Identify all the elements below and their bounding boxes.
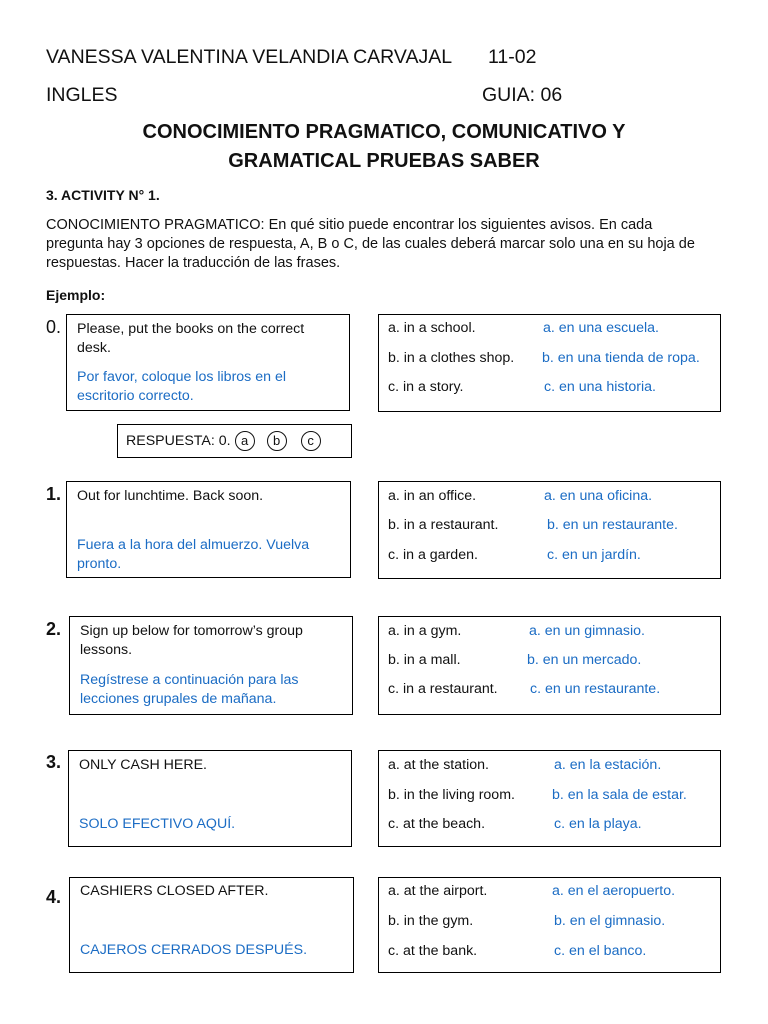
option-b-translation: b. en el gimnasio. bbox=[554, 913, 666, 929]
option-b: b. in the living room. bbox=[388, 787, 515, 803]
sign-box bbox=[66, 481, 351, 578]
option-c-translation: c. en el banco. bbox=[554, 943, 647, 959]
option-b-translation: b. en un mercado. bbox=[527, 652, 642, 668]
sign-text-en: lessons. bbox=[80, 642, 133, 658]
option-b: b. in the gym. bbox=[388, 913, 474, 929]
instructions-line2: pregunta hay 3 opciones de respuesta, A, B o C, de las cuales deberá marcar solo una en su hoja de bbox=[46, 236, 695, 252]
instructions-line1: CONOCIMIENTO PRAGMATICO: En qué sitio puede encontrar los siguientes avisos. En cada bbox=[46, 217, 653, 233]
option-a: a. in a school. bbox=[388, 320, 476, 336]
option-a-translation: a. en una escuela. bbox=[543, 320, 659, 336]
option-b: b. in a mall. bbox=[388, 652, 461, 668]
options-box bbox=[378, 877, 721, 973]
option-c-translation: c. en una historia. bbox=[544, 379, 656, 395]
option-c: c. at the beach. bbox=[388, 816, 486, 832]
question-number: 1. bbox=[46, 484, 62, 504]
options-box bbox=[378, 481, 721, 579]
sign-text-es: escritorio correcto. bbox=[77, 388, 194, 404]
option-a: a. at the airport. bbox=[388, 883, 488, 899]
option-b: b. in a restaurant. bbox=[388, 517, 499, 533]
answer-row bbox=[126, 431, 321, 451]
option-c: c. in a restaurant. bbox=[388, 681, 498, 697]
option-b-translation: b. en una tienda de ropa. bbox=[542, 350, 700, 366]
question-number: 3. bbox=[46, 752, 62, 772]
option-b-translation: b. en un restaurante. bbox=[547, 517, 678, 533]
option-a-translation: a. en un gimnasio. bbox=[529, 623, 645, 639]
option-a: a. in a gym. bbox=[388, 623, 462, 639]
answer-choice-b[interactable]: b bbox=[267, 431, 287, 451]
sign-box bbox=[69, 877, 354, 973]
option-b: b. in a clothes shop. bbox=[388, 350, 515, 366]
sign-box bbox=[69, 616, 353, 715]
sign-text-en: desk. bbox=[77, 340, 111, 356]
options-box bbox=[378, 750, 721, 847]
page-title-line1: CONOCIMIENTO PRAGMATICO, COMUNICATIVO Y bbox=[142, 121, 626, 143]
sign-text-en: Please, put the books on the correct bbox=[77, 321, 305, 337]
sign-text-en: Sign up below for tomorrow’s group bbox=[80, 623, 303, 639]
sign-text-es: pronto. bbox=[77, 556, 122, 572]
sign-text-en: CASHIERS CLOSED AFTER. bbox=[80, 883, 269, 899]
page-title-line2: GRAMATICAL PRUEBAS SABER bbox=[228, 150, 540, 172]
option-c: c. in a story. bbox=[388, 379, 464, 395]
option-a-translation: a. en el aeropuerto. bbox=[552, 883, 676, 899]
question-number: 2. bbox=[46, 619, 62, 639]
answer-choice-a[interactable]: a bbox=[235, 431, 255, 451]
options-box bbox=[378, 616, 721, 715]
option-c-translation: c. en un jardín. bbox=[547, 547, 641, 563]
answer-box bbox=[117, 424, 352, 458]
option-c-translation: c. en un restaurante. bbox=[530, 681, 661, 697]
grade: 11-02 bbox=[488, 46, 537, 68]
sign-text-es: Fuera a la hora del almuerzo. Vuelva bbox=[77, 537, 310, 553]
activity-heading: 3. ACTIVITY N° 1. bbox=[46, 187, 160, 203]
question-number: 4. bbox=[46, 887, 62, 907]
sign-text-es: CAJEROS CERRADOS DESPUÉS. bbox=[80, 942, 308, 958]
sign-text-es: Regístrese a continuación para las bbox=[80, 672, 299, 688]
subject: INGLES bbox=[46, 84, 118, 106]
sign-box bbox=[68, 750, 352, 847]
option-c: c. in a garden. bbox=[388, 547, 478, 563]
sign-text-es: SOLO EFECTIVO AQUÍ. bbox=[79, 816, 236, 832]
option-a: a. in an office. bbox=[388, 488, 477, 504]
option-c-translation: c. en la playa. bbox=[554, 816, 642, 832]
answer-choice-c[interactable]: c bbox=[301, 431, 321, 451]
sign-text-en: Out for lunchtime. Back soon. bbox=[77, 488, 264, 504]
option-a: a. at the station. bbox=[388, 757, 489, 773]
question-number: 0. bbox=[46, 317, 62, 337]
option-a-translation: a. en la estación. bbox=[554, 757, 662, 773]
option-a-translation: a. en una oficina. bbox=[544, 488, 653, 504]
guide-number: GUIA: 06 bbox=[482, 84, 563, 106]
example-label: Ejemplo: bbox=[46, 287, 106, 303]
sign-box bbox=[66, 314, 350, 411]
instructions-line3: respuestas. Hacer la traducción de las frases. bbox=[46, 255, 341, 271]
student-name: VANESSA VALENTINA VELANDIA CARVAJAL bbox=[46, 46, 453, 68]
option-b-translation: b. en la sala de estar. bbox=[552, 787, 687, 803]
option-c: c. at the bank. bbox=[388, 943, 478, 959]
answer-label: RESPUESTA: 0. bbox=[126, 432, 231, 449]
sign-text-es: Por favor, coloque los libros en el bbox=[77, 369, 286, 385]
sign-text-es: lecciones grupales de mañana. bbox=[80, 691, 277, 707]
sign-text-en: ONLY CASH HERE. bbox=[79, 757, 207, 773]
options-box bbox=[378, 314, 721, 412]
